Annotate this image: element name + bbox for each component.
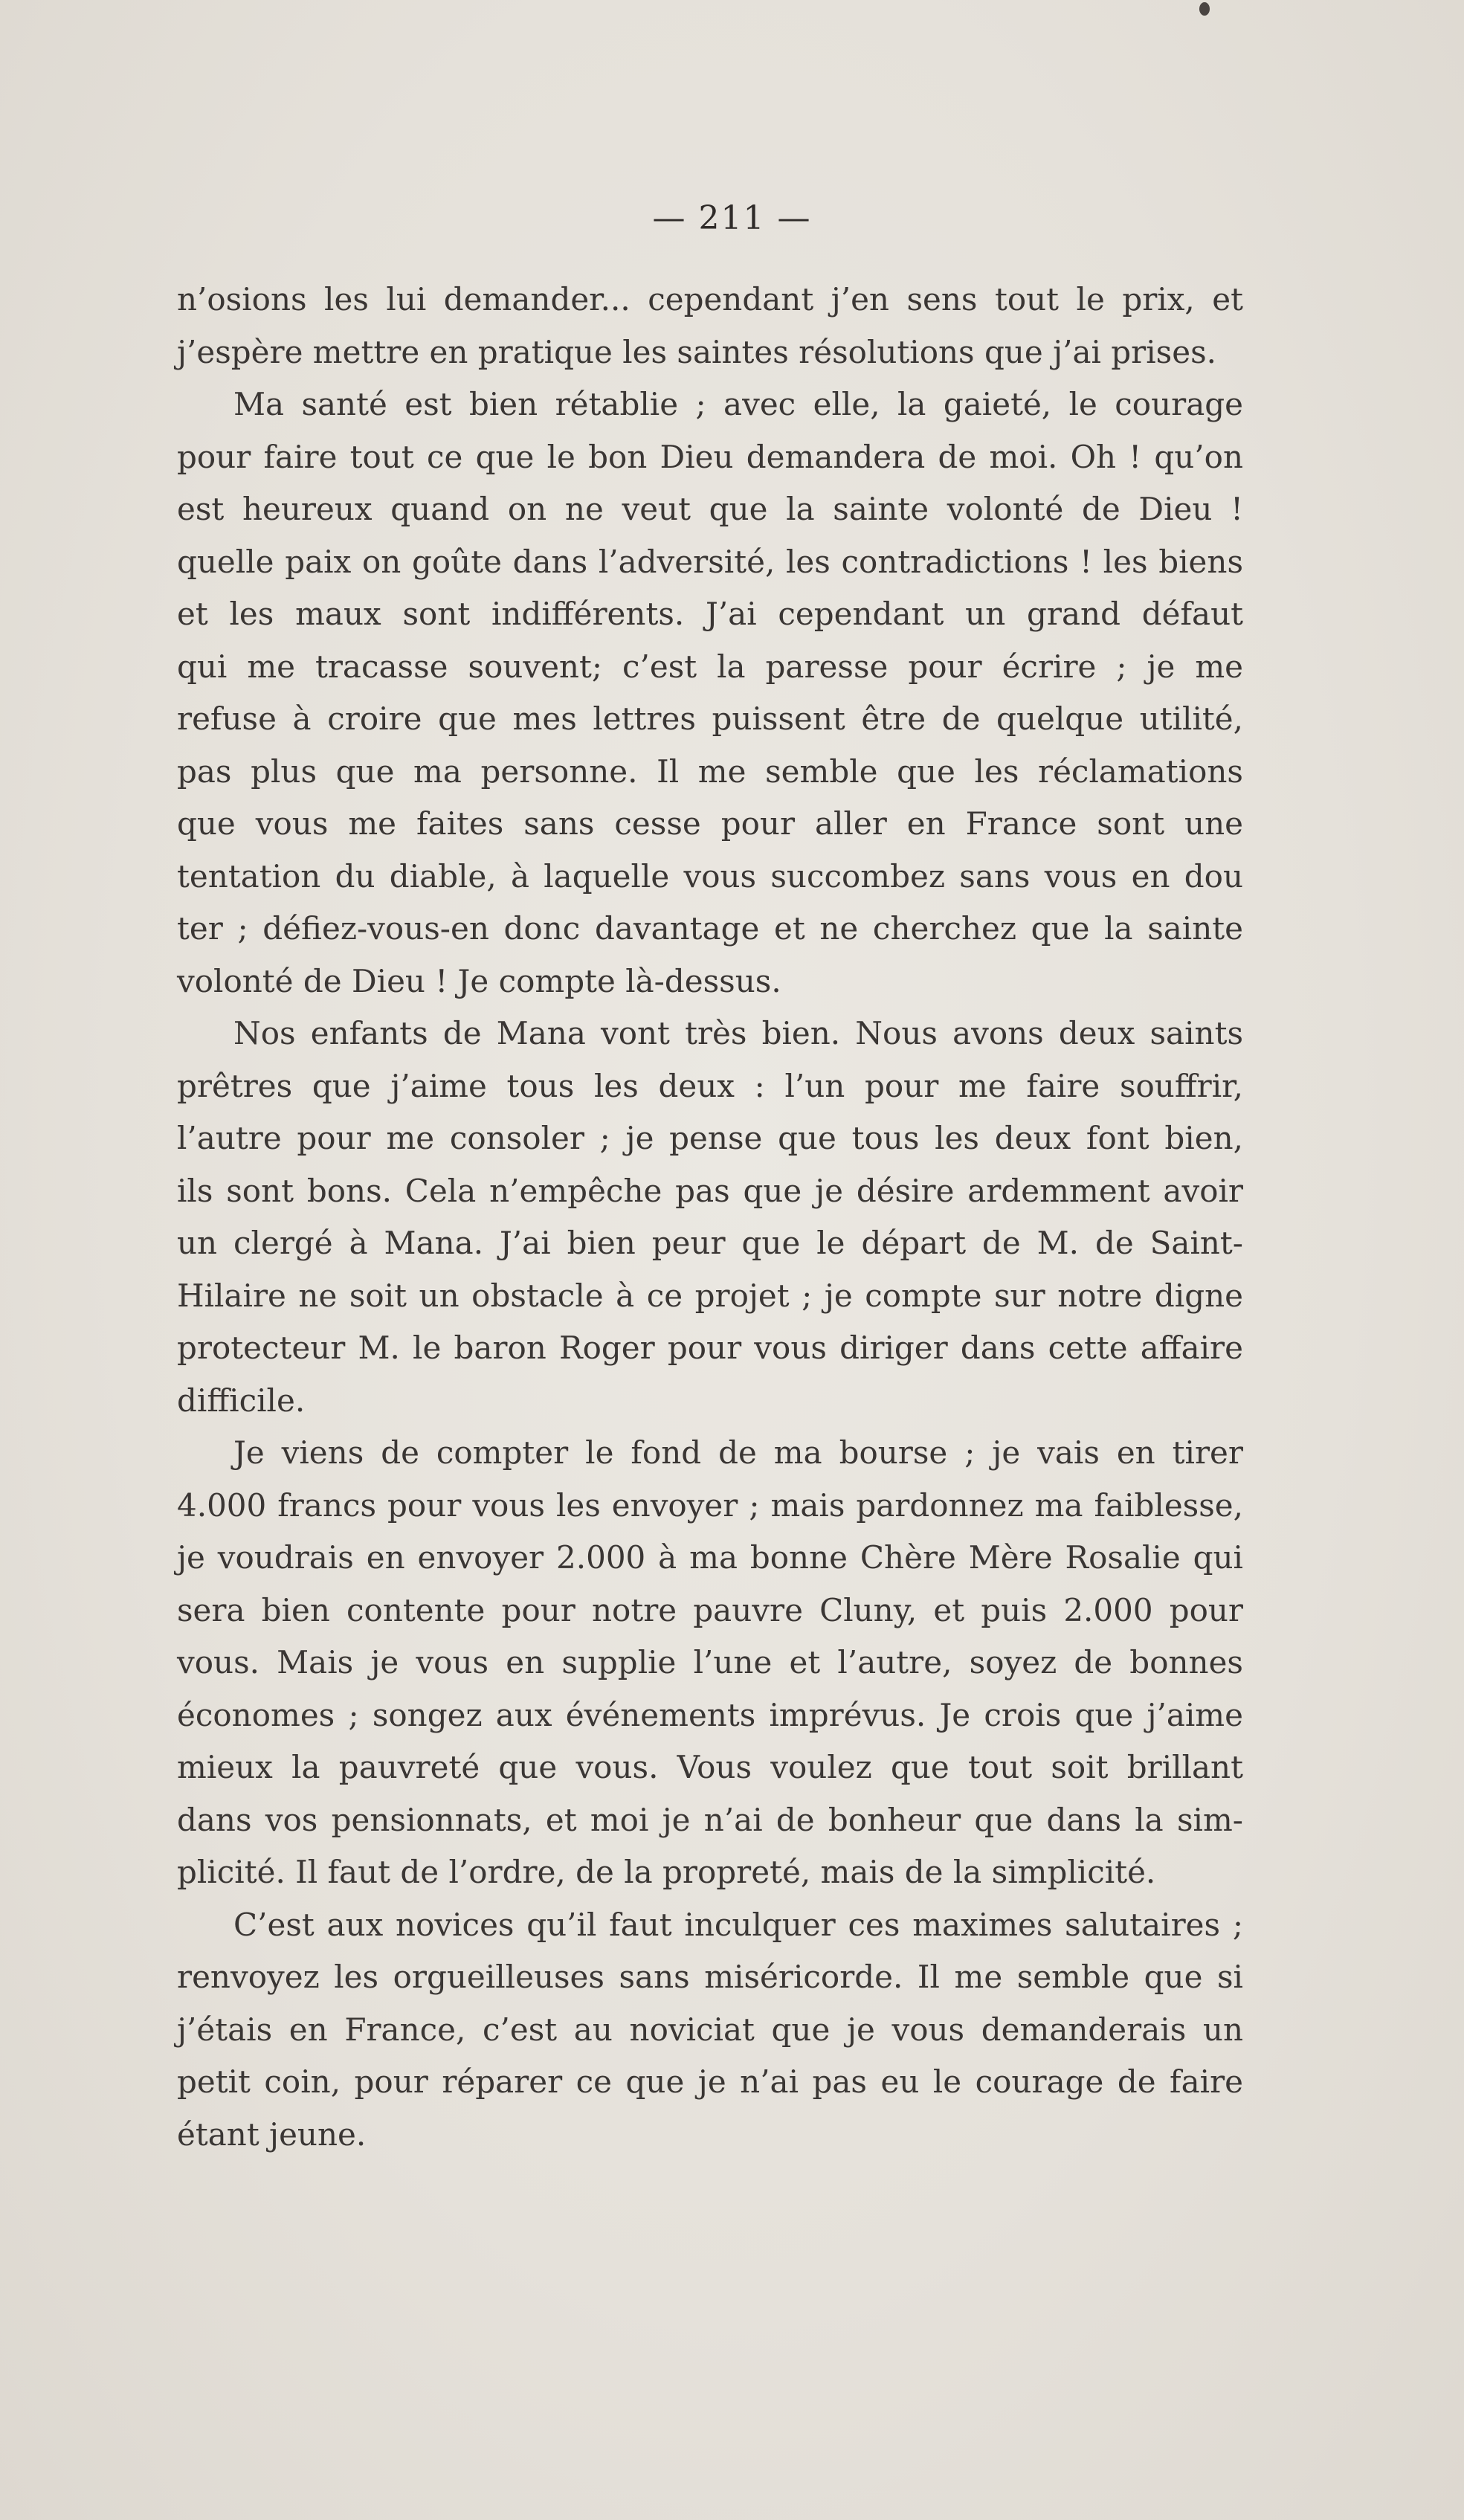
text-line: Nos enfants de Mana vont très bien. Nous avons deux saints bbox=[233, 1015, 1243, 1051]
text-line: n’osions les lui demander... cependant j’en sens tout le prix, et bbox=[177, 281, 1243, 318]
text-line: pas plus que ma personne. Il me semble que les réclamations bbox=[177, 753, 1243, 790]
text-line: renvoyez les orgueilleuses sans miséricorde. Il me semble que si bbox=[177, 1959, 1243, 1995]
text-line: mieux la pauvreté que vous. Vous voulez que tout soit brillant bbox=[177, 1749, 1243, 1785]
text-line: Hilaire ne soit un obstacle à ce projet ; je compte sur notre digne bbox=[177, 1277, 1243, 1314]
text-line: un clergé à Mana. J’ai bien peur que le départ de M. de Saint- bbox=[177, 1225, 1243, 1261]
text-line: 4.000 francs pour vous les envoyer ; mais pardonnez ma faiblesse, bbox=[177, 1486, 1243, 1524]
text-line: qui me tracasse souvent; c’est la paresse pour écrire ; je me bbox=[177, 648, 1243, 685]
text-line: est heureux quand on ne veut que la sainte volonté de Dieu ! bbox=[177, 491, 1243, 527]
text-line: ils sont bons. Cela n’empêche pas que je désire ardemment avoir bbox=[177, 1172, 1243, 1209]
text-line: et les maux sont indifférents. J’ai cependant un grand défaut bbox=[177, 596, 1243, 632]
text-line: Ma santé est bien rétablie ; avec elle, la gaieté, le courage bbox=[233, 386, 1243, 422]
text-line: Je viens de compter le fond de ma bourse ; je vais en tirer bbox=[233, 1434, 1243, 1471]
text-line: pour faire tout ce que le bon Dieu demandera de moi. Oh ! qu’on bbox=[177, 438, 1243, 475]
text-line: je voudrais en envoyer 2.000 à ma bonne Chère Mère Rosalie qui bbox=[177, 1539, 1243, 1576]
page-number: — 211 — bbox=[652, 199, 812, 237]
text-line: vous. Mais je vous en supplie l’une et l’autre, soyez de bonnes bbox=[177, 1644, 1243, 1680]
text-line: j’étais en France, c’est au noviciat que je vous demanderais un bbox=[177, 2011, 1243, 2048]
text-line: protecteur M. le baron Roger pour vous diriger dans cette affaire bbox=[177, 1330, 1243, 1366]
text-line: ter ; défiez-vous-en donc davantage et ne cherchez que la sainte bbox=[177, 910, 1243, 947]
text-line: j’espère mettre en pratique les saintes résolutions que j’ai prises. bbox=[177, 333, 1216, 370]
ink-spot bbox=[1199, 2, 1210, 16]
text-line: sera bien contente pour notre pauvre Cluny, et puis 2.000 pour bbox=[177, 1591, 1243, 1628]
text-line: C’est aux novices qu’il faut inculquer ces maximes salutaires ; bbox=[233, 1906, 1243, 1943]
text-line: tentation du diable, à laquelle vous succombez sans vous en dou bbox=[177, 857, 1243, 895]
text-line: économes ; songez aux événements imprévus. Je crois que j’aime bbox=[177, 1696, 1243, 1733]
text-line: petit coin, pour réparer ce que je n’ai pas eu le courage de faire bbox=[177, 2063, 1243, 2100]
text-line: difficile. bbox=[177, 1382, 306, 1419]
text-line: que vous me faites sans cesse pour aller en France sont une bbox=[177, 805, 1243, 842]
text-line: l’autre pour me consoler ; je pense que tous les deux font bien, bbox=[177, 1120, 1243, 1156]
text-line: volonté de Dieu ! Je compte là-dessus. bbox=[177, 962, 781, 999]
text-line: prêtres que j’aime tous les deux : l’un pour me faire souffrir, bbox=[177, 1067, 1243, 1104]
text-line: refuse à croire que mes lettres puissent être de quelque utilité, bbox=[177, 700, 1243, 737]
text-line: étant jeune. bbox=[177, 2115, 367, 2153]
text-line: dans vos pensionnats, et moi je n’ai de bonheur que dans la sim- bbox=[177, 1801, 1243, 1838]
text-line: quelle paix on goûte dans l’adversité, les contradictions ! les biens bbox=[177, 543, 1243, 580]
body-text bbox=[177, 274, 1243, 2161]
text-line: plicité. Il faut de l’ordre, de la propreté, mais de la simplicité. bbox=[177, 1854, 1156, 1890]
